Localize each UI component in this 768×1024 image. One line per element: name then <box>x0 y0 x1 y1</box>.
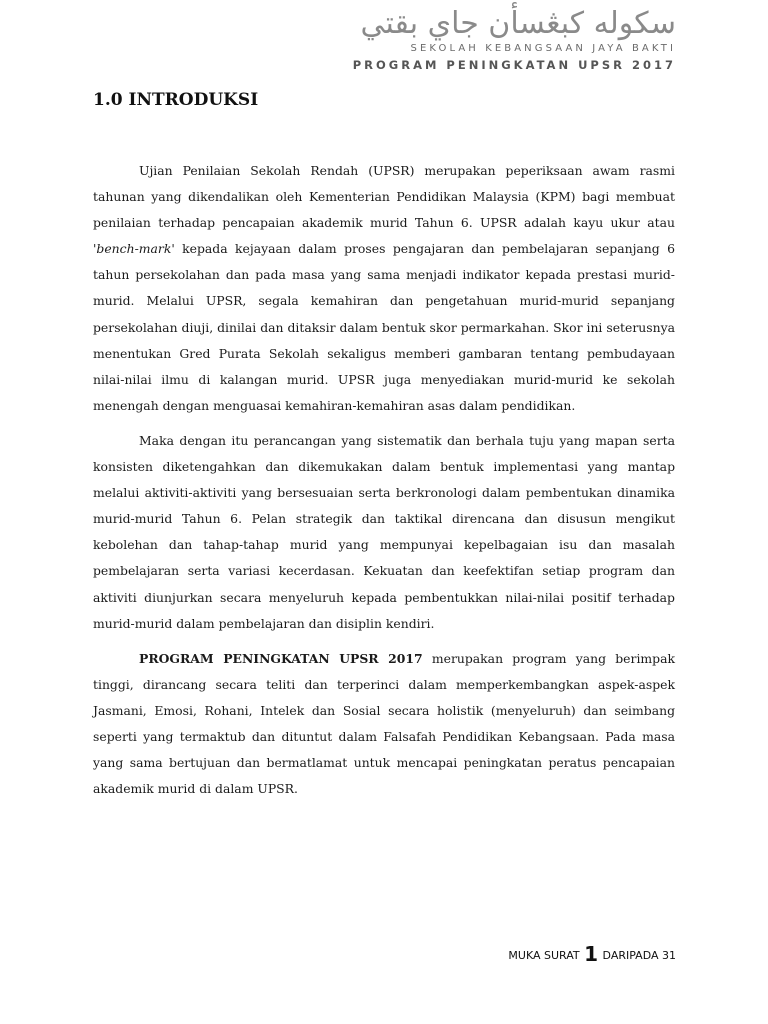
paragraph-2: Maka dengan itu perancangan yang sistematik dan berhala tuju yang mapan serta konsisten diketengahkan dan dikemukakan dalam bentuk implementasi yang mantap melalui aktiviti-aktiviti yang bersesuaian serta berkronologi dalam pembentukan dinamika murid-murid Tahun 6. Pelan strategik dan taktikal direncana dan disusun mengikut kebolehan dan tahap-tahap murid yang mempunyai kepelbagaian isu dan masalah pembelajaran serta variasi kecerdasan. Kekuatan dan keefektifan setiap program dan aktiviti diunjurkan secara menyeluruh kepada pembentukkan nilai-nilai positif terhadap murid-murid dalam pembelajaran dan disiplin kendiri. <box>93 432 675 631</box>
school-name: SEKOLAH KEBANGSAAN JAYA BAKTI <box>410 43 676 54</box>
school-name-jawi: سکوله کبڠسأن جاي بقتي <box>360 6 676 41</box>
footer-prefix: MUKA SURAT <box>508 949 580 962</box>
paragraph-1-text-b: kepada kejayaan dalam proses pengajaran dan pembelajaran sepanjang 6 tahun persekolahan dan pada masa yang sama menjadi indikator kepada prestasi murid-murid. Melalui UPSR, segala kemahiran dan pengetahuan murid-murid sepanjang persekolahan diuji, dinilai dan ditaksir dalam bentuk skor permarkahan. Skor ini seterusnya menentukan Gred Purata Sekolah sekaligus memberi gambaran tentang pembudayaan nilai-nilai ilmu di kalangan murid. UPSR juga menyediakan murid-murid ke sekolah menengah dengan menguasai kemahiran-kemahiran asas dalam pendidikan. <box>93 241 675 413</box>
document-body <box>93 158 675 811</box>
paragraph-1-text-a: Ujian Penilaian Sekolah Rendah (UPSR) merupakan peperiksaan awam rasmi tahunan yang dikendalikan oleh Kementerian Pendidikan Malaysia (KPM) bagi membuat penilaian terhadap pencapaian akademik murid Tahun 6. UPSR adalah kayu ukur atau <box>93 163 675 231</box>
paragraph-1-italic: 'bench-mark' <box>93 241 175 257</box>
page-number: 1 <box>584 942 599 966</box>
paragraph-1 <box>93 158 675 419</box>
program-header: PROGRAM PENINGKATAN UPSR 2017 <box>352 58 676 72</box>
footer-middle: DARIPADA <box>602 949 659 962</box>
section-heading: 1.0 INTRODUKSI <box>93 90 259 110</box>
paragraph-3-bold: PROGRAM PENINGKATAN UPSR 2017 <box>139 650 423 666</box>
page-total: 31 <box>662 949 676 962</box>
paragraph-3-text: merupakan program yang berimpak tinggi, dirancang secara teliti dan terperinci dalam memperkembangkan aspek-aspek Jasmani, Emosi, Rohani, Intelek dan Sosial secara holistik (menyeluruh) dan seimbang seperti yang termaktub dan dituntut dalam Falsafah Pendidikan Kebangsaan. Pada masa yang sama bertujuan dan bermatlamat untuk mencapai peningkatan peratus pencapaian akademik murid di dalam UPSR. <box>93 650 675 797</box>
paragraph-3 <box>93 646 675 803</box>
page-footer <box>508 942 676 966</box>
